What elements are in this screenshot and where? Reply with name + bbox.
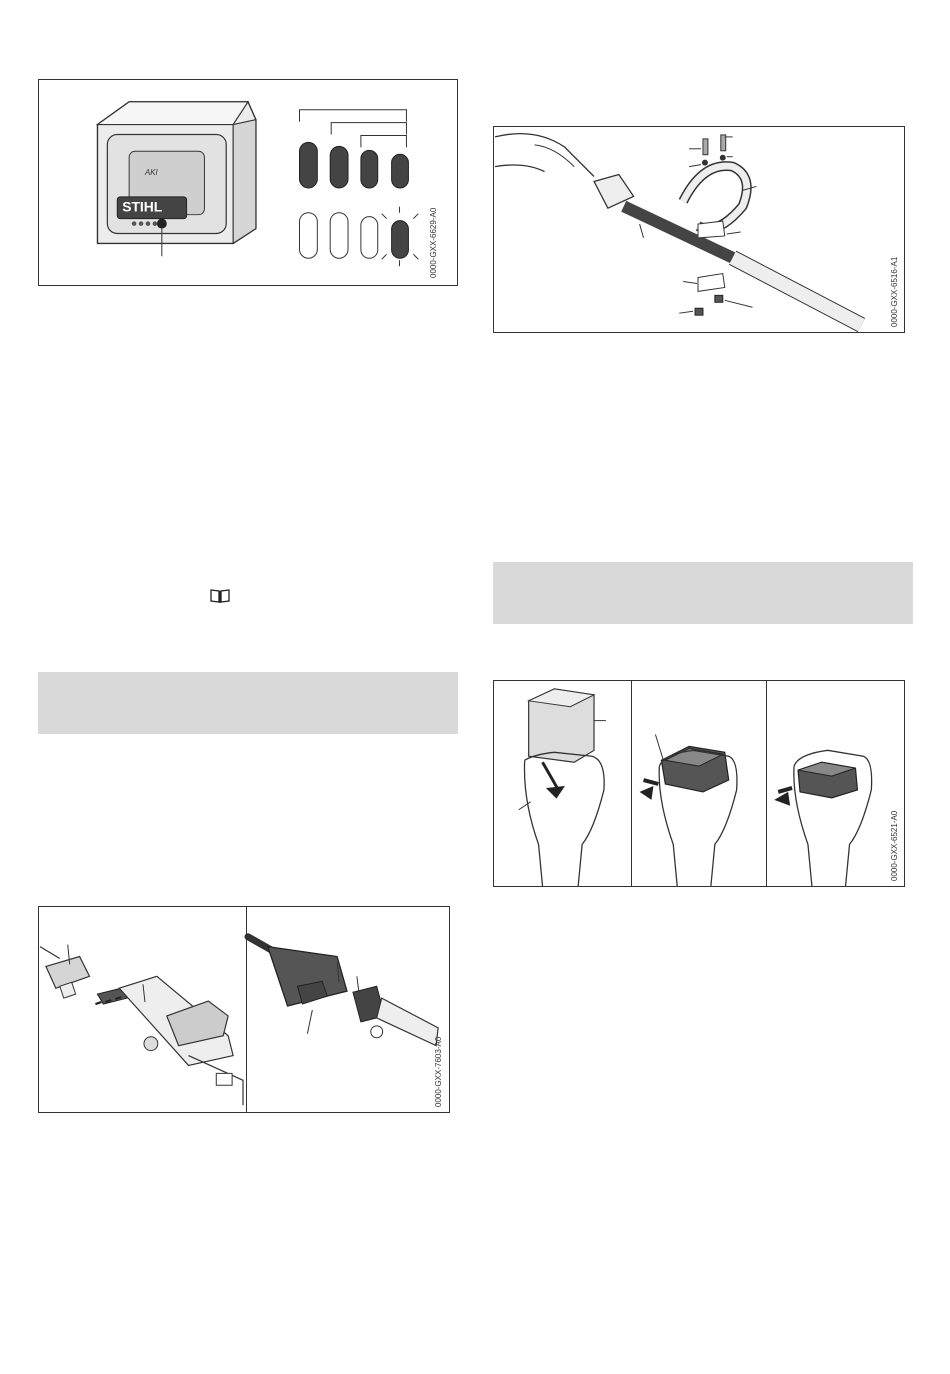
brand-logo-text: STIHL: [122, 198, 163, 215]
figure-shaft-coupling: [38, 906, 450, 1113]
section-heading-band: [493, 562, 913, 624]
book-icon: [209, 588, 231, 604]
figure-divider: [766, 681, 767, 886]
figure-battery-insert: [493, 680, 905, 887]
figure-code: 0000-GXX-7603-A0: [434, 1036, 443, 1107]
battery-insert-illustration: [494, 681, 904, 886]
figure-code: 0000-GXX-6629-A0: [429, 207, 438, 278]
figure-divider: [631, 681, 632, 886]
battery-illustration: [39, 80, 457, 285]
figure-loop-handle: [493, 126, 905, 333]
figure-divider: [246, 907, 247, 1112]
model-badge: AKI: [145, 168, 158, 178]
figure-code: 0000-GXX-6516-A1: [890, 256, 899, 327]
figure-battery-leds: [38, 79, 458, 286]
shaft-illustration: [39, 907, 449, 1112]
loop-handle-illustration: [494, 127, 904, 332]
section-heading-band: [38, 672, 458, 734]
figure-code: 0000-GXX-6521-A0: [890, 810, 899, 881]
